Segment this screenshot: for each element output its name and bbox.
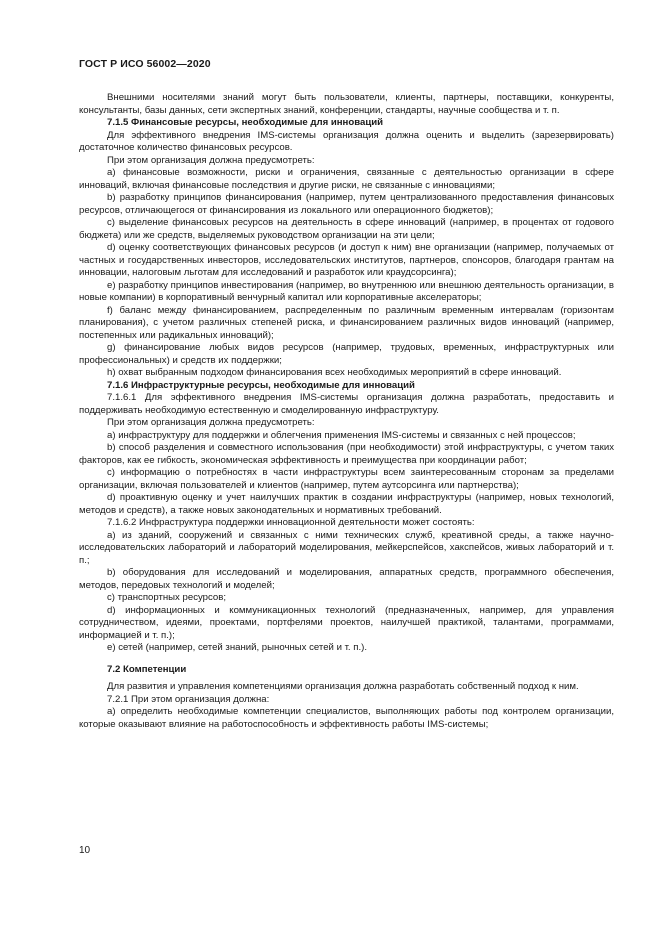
paragraph: Внешними носителями знаний могут быть пользователи, клиенты, партнеры, поставщики, конкуренты, консультанты, базы данных, сети экспертных знаний, конференции, стандарты, научные сообщества и т. п.: [79, 92, 614, 116]
paragraph: 7.2.1 При этом организация должна:: [107, 693, 270, 705]
list-item: a) из зданий, сооружений и связанных с ними технических служб, креативной среды, а также научно-исследовательских лабораторий и лабораторий моделирования, мейкерспейсов, хакспейсов, живых лабораторий и т. п.;: [79, 529, 614, 566]
paragraph: 7.1.6.1 Для эффективного внедрения IMS-системы организация должна разработать, предоставить и поддерживать необходимую естественную и смоделированную инфраструктуру.: [79, 392, 614, 416]
paragraph: При этом организация должна предусмотреть:: [107, 417, 315, 428]
section-heading: 7.1.6 Инфраструктурные ресурсы, необходимые для инноваций: [107, 379, 415, 391]
paragraph: Для эффективного внедрения IMS-системы организация должна оценить и выделить (зарезервировать) достаточное количество финансовых ресурсов.: [79, 129, 614, 153]
section-heading: 7.1.5 Финансовые ресурсы, необходимые для инноваций: [107, 117, 384, 128]
list-item: c) выделение финансовых ресурсов на деятельность в сфере инноваций (например, в процентах от годового бюджета) или же средств, выделяемых руководством организации на эти цели;: [79, 217, 614, 241]
list-item: e) сетей (например, сетей знаний, рыночных сетей и т. п.).: [107, 642, 367, 653]
list-item: c) транспортных ресурсов;: [107, 592, 227, 603]
list-item: e) разработку принципов инвестирования (например, во внутреннюю или внешнюю деятельность организации, в новые компании) в корпоративный венчурный капитал или корпоративные акселераторы;: [79, 279, 614, 303]
list-item: a) определить необходимые компетенции специалистов, выполняющих работы под контролем организации, которые оказывают влияние на работоспособность и эффективность работы IMS-системы;: [79, 706, 614, 730]
list-item: f) баланс между финансированием, распределенным по различным временным интервалам (горизонтам планирования), с учетом различных степеней риска, и финансированием различных видов инноваций (например, постепенных или радикальных инноваций);: [79, 304, 614, 341]
document-body: [79, 92, 614, 731]
list-item: b) способ разделения и совместного использования (при необходимости) этой инфраструктуры, с учетом таких факторов, как ее гибкость, экономическая эффективность и преимущества при координации работ;: [79, 442, 614, 466]
list-item: b) разработку принципов финансирования (например, путем централизованного предоставления финансовых ресурсов, отличающегося от финансирования из локального или операционного бюджетов);: [79, 192, 614, 216]
list-item: d) проактивную оценку и учет наилучших практик в создании инфраструктуры (например, новых технологий, методов и средств), а также новых законодательных и нормативных требований.: [79, 492, 614, 516]
list-item: c) информацию о потребностях в части инфраструктуры всем заинтересованным сторонам за пределами организации, включая пользователей и клиентов (например, путем аутсорсинга или партнерства);: [79, 467, 614, 491]
list-item: a) финансовые возможности, риски и ограничения, связанные с деятельностью организации в сфере инноваций, включая финансовые последствия и другие риски, не связанные с инновациями;: [79, 167, 614, 191]
page-number: 10: [79, 845, 91, 856]
section-heading: 7.2 Компетенции: [107, 663, 187, 675]
list-item: h) охват выбранным подходом финансирования всех необходимых мероприятий в сфере инноваций.: [107, 367, 562, 378]
list-item: a) инфраструктуру для поддержки и облегчения применения IMS-системы и связанных с ней процессов;: [107, 429, 576, 441]
list-item: d) информационных и коммуникационных технологий (предназначенных, например, для управления сотрудничеством, идеями, проектами, портфелями проектов, наилучшей практикой, талантами, программами, информацией и т. п.);: [79, 604, 614, 641]
list-item: b) оборудования для исследований и моделирования, аппаратных средств, программного обеспечения, методов, передовых технологий и моделей;: [79, 567, 614, 591]
paragraph: 7.1.6.2 Инфраструктура поддержки инновационной деятельности может состоять:: [107, 517, 475, 528]
paragraph: При этом организация должна предусмотреть:: [107, 154, 315, 166]
list-item: g) финансирование любых видов ресурсов (например, трудовых, временных, инфраструктурных или профессиональных) и средств их поддержки;: [79, 342, 614, 366]
document-header: ГОСТ Р ИСО 56002—2020: [79, 58, 211, 70]
list-item: d) оценку соответствующих финансовых ресурсов (и доступ к ним) вне организации (например, получаемых от частных и государственных инвесторов, исследовательских институтов, партнеров, спонсоров, благодаря грантам на инновации, налоговым льготам для исследований и разработок или краудсорсинга);: [79, 242, 614, 278]
paragraph: Для развития и управления компетенциями организация должна разработать собственный подход к ним.: [107, 681, 579, 692]
